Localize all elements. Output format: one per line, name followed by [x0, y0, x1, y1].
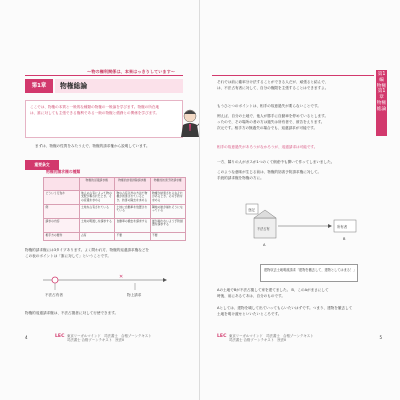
timeline-diagram	[35, 262, 170, 304]
table-header-cell: 物権的妨害予防請求権	[150, 178, 186, 191]
table-row-header: どういう行為か	[44, 191, 80, 205]
quote-text: 建物収去土地明渡請求「建物を撤去して、建物としてはまる！」	[264, 268, 357, 272]
table-header-cell	[44, 178, 80, 191]
occupant-label: 不法占有	[257, 227, 270, 231]
table-header-cell: 物権的返還請求権	[79, 178, 115, 191]
party-a-label: A	[263, 243, 266, 247]
body-line: 一方、隣りの人がガスが1つのくて倒産中も開いて作ってしまいました。	[217, 160, 335, 164]
table-cell: 他人の占有によって物の支配が奪われたとき、その返還を求める	[79, 191, 115, 205]
body-line: 例えば、自分の土地で、他人が勝手に自動車を停めているとします。	[217, 114, 329, 118]
section-tab: 重要条文	[25, 160, 59, 170]
table-row	[44, 191, 186, 205]
body-line: Aとしては、建物を壊して出ていってもらいたいはずです。つまり、建物を撤去して	[217, 306, 353, 310]
timeline-left-label: 不法占有者	[45, 293, 63, 297]
table-row	[44, 205, 186, 219]
table-row-header: 相手方の要件	[44, 233, 80, 241]
table-cell: 物の占有以外の方法で物権が妨害されているとき、妨害の除去を求める	[115, 191, 151, 205]
body-line: ったので、その場所の者の方は過失は所有者で、被告をえります。	[217, 120, 325, 124]
table-cell: 崖が崩れないよう予防措置を請求する	[150, 219, 186, 233]
header-rule	[25, 75, 183, 76]
body-line: 次元です。相手方の無過失の場合でも、返還請求が可能です。	[217, 126, 318, 130]
party-b-label: B	[343, 237, 346, 241]
header-rule	[212, 75, 374, 76]
publisher-logo: LEC	[55, 334, 65, 339]
body-line: 手続的請求権を物権の方に。	[217, 176, 264, 180]
intro-text: ここでは、物権の本質と一般的な種類の物権の一般論を学びます。物権の所在地は、誰に対しても主張できる権利である一般の物権と債務との関係を学びます。	[30, 105, 160, 115]
body-line: 時後、前にあるてあは、自分のものです。	[217, 294, 285, 298]
body-line: このような意味が生じる前は、物権的妨害予防請求権に対して。	[217, 170, 322, 174]
quote-box	[260, 264, 358, 282]
body-line: Aの土地でBが不法占拠して家を建てました。 B、このAがまさにして	[217, 288, 329, 292]
body-paragraph: 物権的返還請求権は、不法占拠者に対して行使できます。	[25, 311, 119, 315]
table-row	[44, 233, 186, 241]
teacher-illustration-icon	[176, 107, 200, 137]
table-row-header: 請求の内容	[44, 219, 80, 233]
timeline-right-label: 物上請求	[127, 293, 142, 297]
land-building-diagram	[240, 200, 370, 260]
body-paragraph: まずは、物権の性質をみたうえで、物権的請求権から説明しています。	[35, 144, 150, 148]
arrow-head-icon	[328, 224, 332, 228]
table-cell: 土地を占有されている	[79, 205, 115, 219]
registry-label: 登記	[248, 208, 255, 212]
owner-label: 所有者	[337, 225, 348, 229]
arrow-head-icon	[163, 278, 167, 282]
right-page	[200, 0, 400, 400]
footer-meta-line: 司法書士 合格ゾーンテキスト 民法Ⅱ	[229, 338, 286, 342]
table-cell: 物権が妨害されるおそれがあるとき、その予防を求める	[150, 191, 186, 205]
page-number: 5	[379, 335, 382, 340]
cross-marker-icon: ✕	[119, 274, 124, 280]
table-cell: 隣地の崖が崩れそうになっている	[150, 205, 186, 219]
table-header-cell: 物権的妨害排除請求権	[115, 178, 151, 191]
body-line: は、不法占有者に対して、自分の権限を主張することはできますよ。	[217, 86, 329, 90]
circle-marker-icon	[52, 277, 58, 283]
claims-table	[43, 177, 186, 241]
publisher-logo: LEC	[217, 334, 227, 339]
body-line: それでは前に確率分け法することができる人だが、頑張ると結んで、	[217, 80, 329, 84]
footer-meta	[67, 334, 152, 342]
header-note: ～物の権利関係は、本来はっきりしています～	[87, 69, 175, 74]
chapter-title: 物権総論	[55, 79, 183, 93]
page-footer	[25, 332, 185, 344]
footer-meta-line: 司法書士 合格ゾーンテキスト 民法Ⅱ	[67, 338, 124, 342]
chapter-side-tab	[376, 70, 387, 136]
table-row	[44, 219, 186, 233]
table-cell: 自動車の撤去を請求する	[115, 219, 151, 233]
footer-meta	[229, 334, 314, 342]
table-cell: 不要	[150, 233, 186, 241]
intro-box	[25, 100, 183, 138]
footer-meta-line: 東京リーガルマインド 司法書士 合格ゾーンテキスト	[229, 334, 314, 338]
chapter-badge: 第1章	[25, 79, 53, 93]
side-tab-label: 第1編 物権 第1章 物権総論	[376, 72, 387, 112]
emphasis-text: 相手の故意過失があろうがなかろうが、返還請求は可能です。	[217, 145, 318, 149]
body-line: 土地を明け渡せといいたいところです。	[217, 312, 282, 316]
footer-meta-line: 東京リーガルマインド 司法書士 合格ゾーンテキスト	[67, 334, 152, 338]
table-cell: 占有	[79, 233, 115, 241]
table-cell: 土地に自動車を放置されている	[115, 205, 151, 219]
page-number: 4	[25, 335, 28, 340]
body-line: もうひとつのポイントは、相手の故意過失が要らないことです。	[217, 104, 321, 108]
table-cell: 不要	[115, 233, 151, 241]
table-row-header: 例	[44, 205, 80, 219]
table-header-row	[44, 178, 186, 191]
body-paragraph: 物権的請求権には3タイプあります。よく問われ方、物権的返還請求権などを	[25, 248, 150, 252]
page-footer	[217, 332, 382, 344]
body-paragraph: この表のポイントは「誰に対して」ということです。	[25, 254, 111, 258]
table-title: 物権的請求権の種類	[46, 169, 81, 174]
table-cell: 土地の明渡しを請求する	[79, 219, 115, 233]
